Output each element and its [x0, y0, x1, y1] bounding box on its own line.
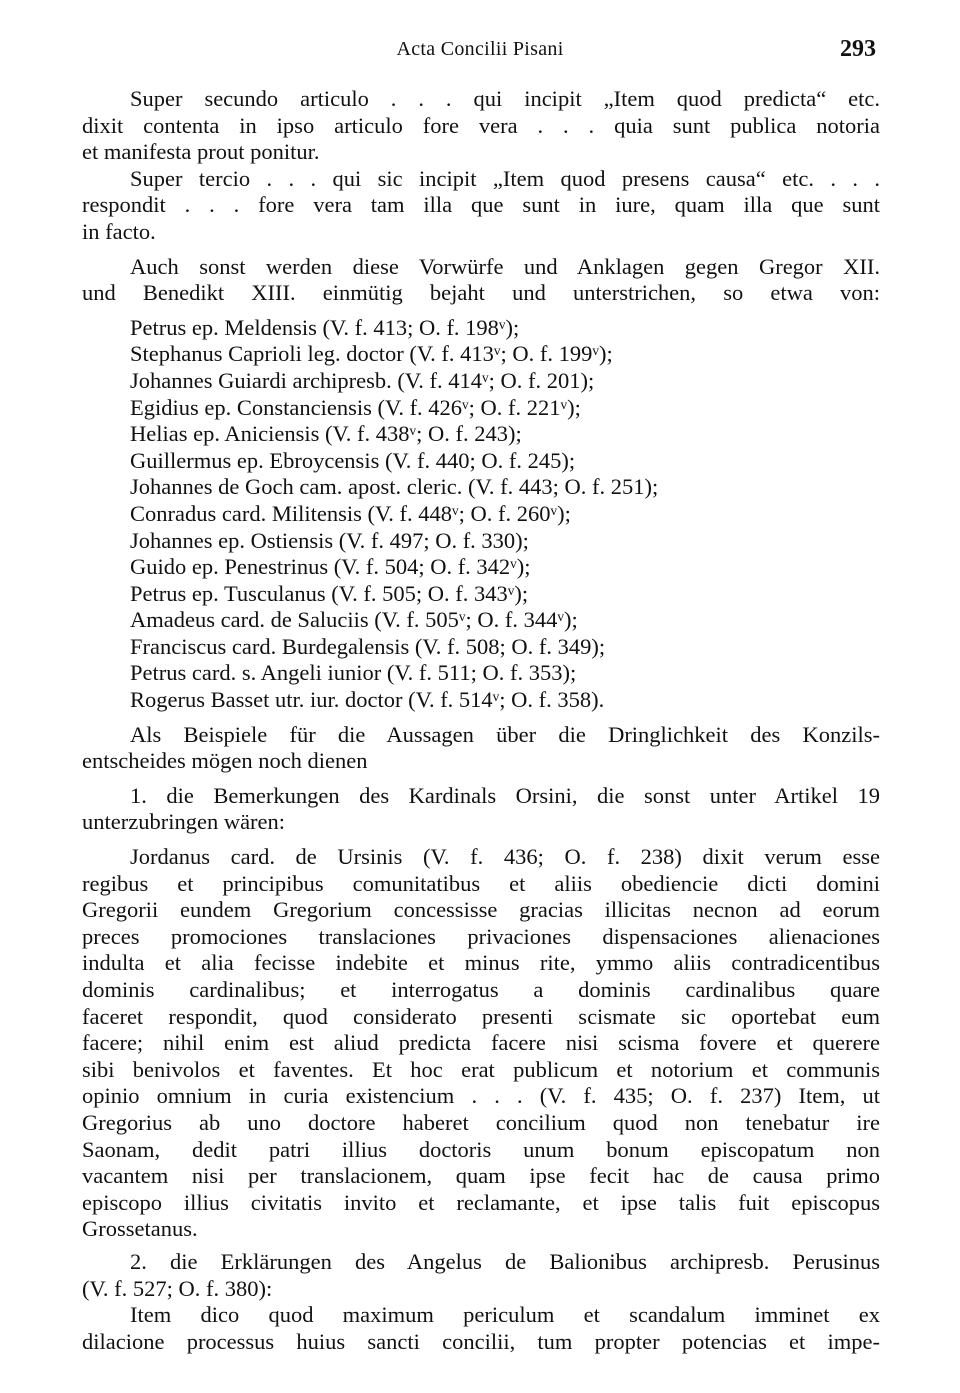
- list-item: Conradus card. Militensis (V. f. 448ᵛ; O. f. 260ᵛ);: [130, 500, 571, 526]
- text-line: opinio omnium in curia existencium . . . (V. f. 435; O. f. 237) Item, ut: [82, 1083, 880, 1109]
- paragraph-super-tercio: [82, 166, 880, 246]
- running-title: Acta Concilii Pisani: [396, 38, 564, 60]
- witness-list: [82, 315, 880, 714]
- paragraph-orsini-intro: [82, 783, 880, 836]
- text-line: episcopo illius civitatis invito et reclamante, et ipse talis fuit episcopus: [82, 1189, 880, 1215]
- paragraph-super-secundo: [82, 86, 880, 166]
- text-line: dilacione processus huius sancti concilii, tum propter potencias et impe-: [82, 1328, 880, 1354]
- list-item: Johannes ep. Ostiensis (V. f. 497; O. f. 330);: [130, 527, 529, 553]
- text-line: preces promociones translaciones privaciones dispensaciones alienaciones: [82, 923, 880, 949]
- text-line: facere; nihil enim est aliud predicta facere nisi scisma fovere et querere: [82, 1030, 880, 1056]
- text-line: Auch sonst werden diese Vorwürfe und Anklagen gegen Gregor XII.: [130, 253, 880, 279]
- paragraph-beispiele: [82, 722, 880, 775]
- list-item: Petrus ep. Meldensis (V. f. 413; O. f. 198ᵛ);: [130, 314, 520, 340]
- list-item: Rogerus Basset utr. iur. doctor (V. f. 514ᵛ; O. f. 358).: [130, 687, 605, 713]
- text-line: Gregorii eundem Gregorium concessisse gracias illicitas necnon ad eorum: [82, 897, 880, 923]
- text-line: Jordanus card. de Ursinis (V. f. 436; O. f. 238) dixit verum esse: [130, 844, 880, 870]
- list-item: Egidius ep. Constanciensis (V. f. 426ᵛ; O. f. 221ᵛ);: [130, 394, 581, 420]
- list-item: Johannes de Goch cam. apost. cleric. (V. f. 443; O. f. 251);: [130, 474, 659, 500]
- list-item: Petrus ep. Tusculanus (V. f. 505; O. f. 343ᵛ);: [130, 580, 529, 606]
- list-item: Guillermus ep. Ebroycensis (V. f. 440; O. f. 245);: [130, 447, 576, 473]
- text-line: unterzubringen wären:: [82, 809, 286, 835]
- text-line: Super tercio . . . qui sic incipit „Item quod presens causa“ etc. . . .: [130, 165, 880, 191]
- text-line: Gregorius ab uno doctore haberet concilium quod non tenebatur ire: [82, 1109, 880, 1135]
- text-line: 2. die Erklärungen des Angelus de Balionibus archipresb. Perusinus: [130, 1248, 880, 1274]
- list-item: Franciscus card. Burdegalensis (V. f. 508; O. f. 349);: [130, 633, 606, 659]
- text-line: Super secundo articulo . . . qui incipit „Item quod predicta“ etc.: [130, 86, 880, 111]
- text-line: et manifesta prout ponitur.: [82, 139, 320, 165]
- text-line: vacantem nisi per translacionem, quam ipse fecit hac de causa primo: [82, 1163, 880, 1189]
- paragraph-balionibus-intro: [82, 1249, 880, 1302]
- list-item: Helias ep. Aniciensis (V. f. 438ᵛ; O. f. 243);: [130, 421, 522, 447]
- text-line: (V. f. 527; O. f. 380):: [82, 1275, 273, 1301]
- text-line: regibus et principibus comunitatibus et aliis obediencie dicti domini: [82, 870, 880, 896]
- paragraph-auch-sonst: [82, 254, 880, 307]
- text-line: Item dico quod maximum periculum et scandalum imminet ex: [130, 1302, 880, 1328]
- text-line: respondit . . . fore vera tam illa que sunt in iure, quam illa que sunt: [82, 192, 880, 218]
- list-item: Amadeus card. de Saluciis (V. f. 505ᵛ; O. f. 344ᵛ);: [130, 607, 578, 633]
- text-line: dixit contenta in ipso articulo fore vera . . . quia sunt publica notoria: [82, 112, 880, 138]
- text-line: sibi benivolos et faventes. Et hoc erat publicum et notorium et communis: [82, 1056, 880, 1082]
- text-line: faceret respondit, quod considerato presenti scismate sic oportebat eum: [82, 1003, 880, 1029]
- page-number: 293: [840, 36, 876, 62]
- text-line: dominis cardinalibus; et interrogatus a dominis cardinalibus quare: [82, 977, 880, 1002]
- text-line: Grossetanus.: [82, 1216, 198, 1242]
- list-item: Guido ep. Penestrinus (V. f. 504; O. f. 342ᵛ);: [130, 554, 531, 580]
- text-line: Als Beispiele für die Aussagen über die Dringlichkeit des Konzils-: [130, 721, 880, 747]
- list-item: Petrus card. s. Angeli iunior (V. f. 511; O. f. 353);: [130, 660, 577, 686]
- text-line: indulta et alia fecisse indebite et minus rite, ymmo aliis contradicentibus: [82, 950, 880, 976]
- page-body: [82, 86, 880, 1355]
- list-item: Johannes Guiardi archipresb. (V. f. 414ᵛ; O. f. 201);: [130, 367, 595, 393]
- paragraph-orsini-quote: [82, 844, 880, 1243]
- list-item: Stephanus Caprioli leg. doctor (V. f. 413ᵛ; O. f. 199ᵛ);: [130, 341, 613, 367]
- text-line: und Benedikt XIII. einmütig bejaht und unterstrichen, so etwa von:: [82, 280, 880, 306]
- text-line: Saonam, dedit patri illius doctoris unum bonum episcopatum non: [82, 1136, 880, 1162]
- text-line: in facto.: [82, 218, 156, 244]
- paragraph-balionibus-quote: [82, 1302, 880, 1355]
- text-line: entscheides mögen noch dienen: [82, 748, 368, 774]
- text-line: 1. die Bemerkungen des Kardinals Orsini, die sonst unter Artikel 19: [130, 782, 880, 808]
